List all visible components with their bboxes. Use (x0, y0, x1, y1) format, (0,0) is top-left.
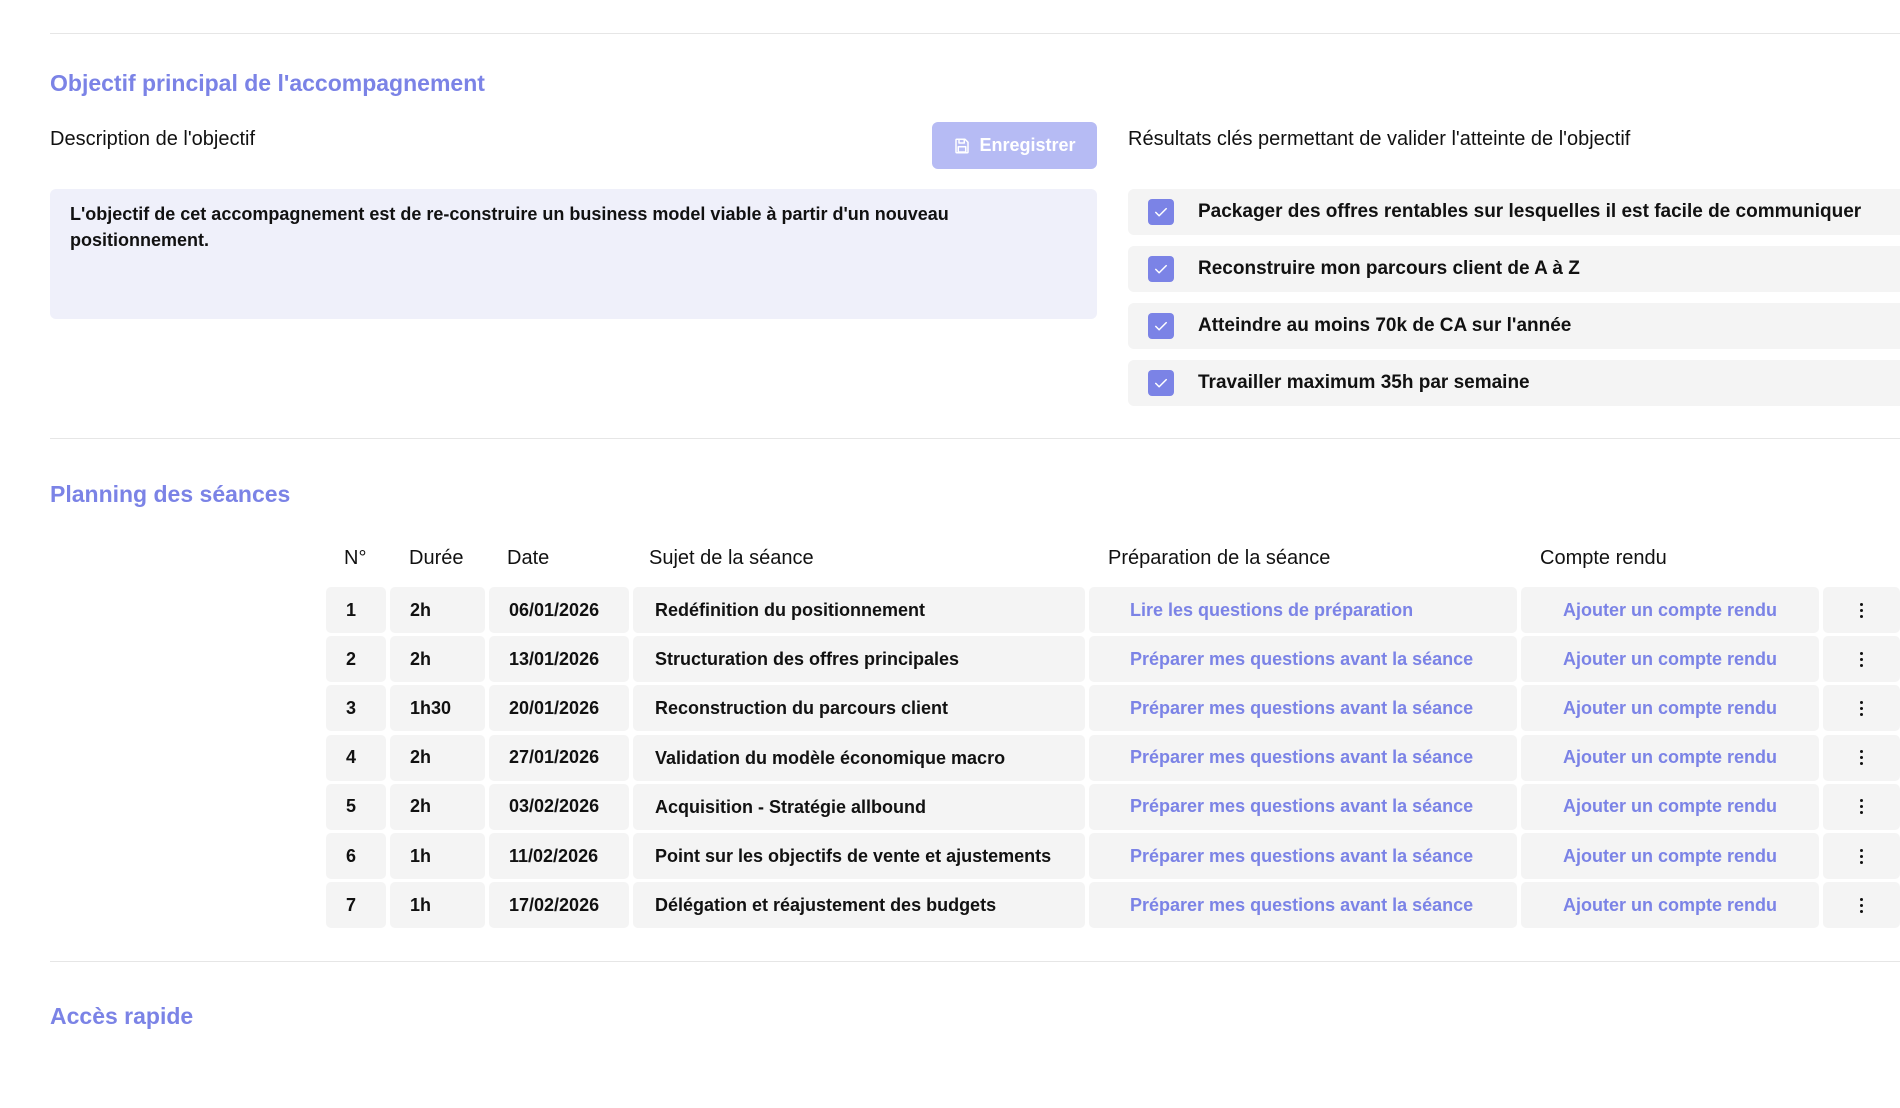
more-vertical-icon (1860, 849, 1863, 864)
session-num: 3 (326, 685, 386, 731)
quick-access-title: Accès rapide (50, 1003, 194, 1029)
session-report-link[interactable]: Ajouter un compte rendu (1521, 735, 1819, 781)
planning-divider (50, 961, 1900, 962)
objective-divider (50, 438, 1900, 439)
key-result-text: Atteindre au moins 70k de CA sur l'année (1198, 315, 1572, 336)
table-row (326, 636, 1900, 682)
session-preparation-link[interactable]: Préparer mes questions avant la séance (1089, 833, 1517, 879)
col-header-duration: Durée (409, 547, 464, 569)
session-subject: Acquisition - Stratégie allbound (633, 784, 1085, 830)
table-row (326, 833, 1900, 879)
session-date: 20/01/2026 (489, 685, 629, 731)
session-report-link[interactable]: Ajouter un compte rendu (1521, 882, 1819, 928)
table-row (326, 784, 1900, 830)
row-menu-button[interactable] (1823, 735, 1900, 781)
session-preparation-link[interactable]: Préparer mes questions avant la séance (1089, 636, 1517, 682)
key-result-text: Travailler maximum 35h par semaine (1198, 372, 1530, 393)
objective-section-title: Objectif principal de l'accompagnement (50, 70, 485, 96)
session-subject: Point sur les objectifs de vente et ajustements (633, 833, 1085, 879)
key-result-item (1128, 303, 1900, 349)
table-row (326, 882, 1900, 928)
table-row (326, 685, 1900, 731)
row-menu-button[interactable] (1823, 587, 1900, 633)
session-duration: 2h (390, 636, 485, 682)
key-result-item (1128, 246, 1900, 292)
checkbox-checked-icon[interactable] (1148, 313, 1174, 339)
session-preparation-link[interactable]: Préparer mes questions avant la séance (1089, 882, 1517, 928)
session-num: 6 (326, 833, 386, 879)
session-preparation-link[interactable]: Préparer mes questions avant la séance (1089, 735, 1517, 781)
more-vertical-icon (1860, 799, 1863, 814)
save-button-label: Enregistrer (979, 135, 1076, 155)
session-preparation-link[interactable]: Lire les questions de préparation (1089, 587, 1517, 633)
checkbox-checked-icon[interactable] (1148, 199, 1174, 225)
save-icon (953, 137, 971, 155)
more-vertical-icon (1860, 603, 1863, 618)
top-divider (50, 33, 1900, 34)
session-subject: Délégation et réajustement des budgets (633, 882, 1085, 928)
session-preparation-link[interactable]: Préparer mes questions avant la séance (1089, 784, 1517, 830)
session-num: 1 (326, 587, 386, 633)
more-vertical-icon (1860, 652, 1863, 667)
session-date: 17/02/2026 (489, 882, 629, 928)
key-results-list (1128, 189, 1900, 417)
session-duration: 1h (390, 882, 485, 928)
session-num: 5 (326, 784, 386, 830)
checkbox-checked-icon[interactable] (1148, 256, 1174, 282)
checkbox-checked-icon[interactable] (1148, 370, 1174, 396)
session-date: 06/01/2026 (489, 587, 629, 633)
table-row (326, 587, 1900, 633)
session-report-link[interactable]: Ajouter un compte rendu (1521, 685, 1819, 731)
key-result-item (1128, 189, 1900, 235)
col-header-num: N° (344, 547, 367, 569)
session-preparation-link[interactable]: Préparer mes questions avant la séance (1089, 685, 1517, 731)
session-subject: Structuration des offres principales (633, 636, 1085, 682)
planning-section-title: Planning des séances (50, 481, 291, 507)
more-vertical-icon (1860, 701, 1863, 716)
session-duration: 1h (390, 833, 485, 879)
description-label: Description de l'objectif (50, 128, 256, 150)
table-row (326, 735, 1900, 781)
session-date: 13/01/2026 (489, 636, 629, 682)
session-duration: 2h (390, 587, 485, 633)
session-report-link[interactable]: Ajouter un compte rendu (1521, 587, 1819, 633)
session-report-link[interactable]: Ajouter un compte rendu (1521, 833, 1819, 879)
more-vertical-icon (1860, 750, 1863, 765)
row-menu-button[interactable] (1823, 636, 1900, 682)
row-menu-button[interactable] (1823, 685, 1900, 731)
session-num: 7 (326, 882, 386, 928)
key-results-label: Résultats clés permettant de valider l'atteinte de l'objectif (1128, 128, 1631, 150)
key-result-text: Reconstruire mon parcours client de A à Z (1198, 258, 1580, 279)
session-duration: 2h (390, 735, 485, 781)
session-date: 27/01/2026 (489, 735, 629, 781)
session-date: 11/02/2026 (489, 833, 629, 879)
objective-description-field[interactable]: L'objectif de cet accompagnement est de re-construire un business model viable à partir d'un nouveau positionnement. (50, 189, 1097, 319)
col-header-subject: Sujet de la séance (649, 547, 814, 569)
col-header-date: Date (507, 547, 550, 569)
session-num: 4 (326, 735, 386, 781)
session-report-link[interactable]: Ajouter un compte rendu (1521, 636, 1819, 682)
more-vertical-icon (1860, 898, 1863, 913)
session-subject: Validation du modèle économique macro (633, 735, 1085, 781)
session-report-link[interactable]: Ajouter un compte rendu (1521, 784, 1819, 830)
key-result-text: Packager des offres rentables sur lesquelles il est facile de communiquer (1198, 201, 1862, 222)
row-menu-button[interactable] (1823, 882, 1900, 928)
session-duration: 1h30 (390, 685, 485, 731)
session-num: 2 (326, 636, 386, 682)
col-header-report: Compte rendu (1540, 547, 1667, 569)
save-button[interactable] (932, 122, 1097, 169)
col-header-preparation: Préparation de la séance (1108, 547, 1331, 569)
key-result-item (1128, 360, 1900, 406)
row-menu-button[interactable] (1823, 833, 1900, 879)
row-menu-button[interactable] (1823, 784, 1900, 830)
session-duration: 2h (390, 784, 485, 830)
session-subject: Redéfinition du positionnement (633, 587, 1085, 633)
session-date: 03/02/2026 (489, 784, 629, 830)
session-subject: Reconstruction du parcours client (633, 685, 1085, 731)
